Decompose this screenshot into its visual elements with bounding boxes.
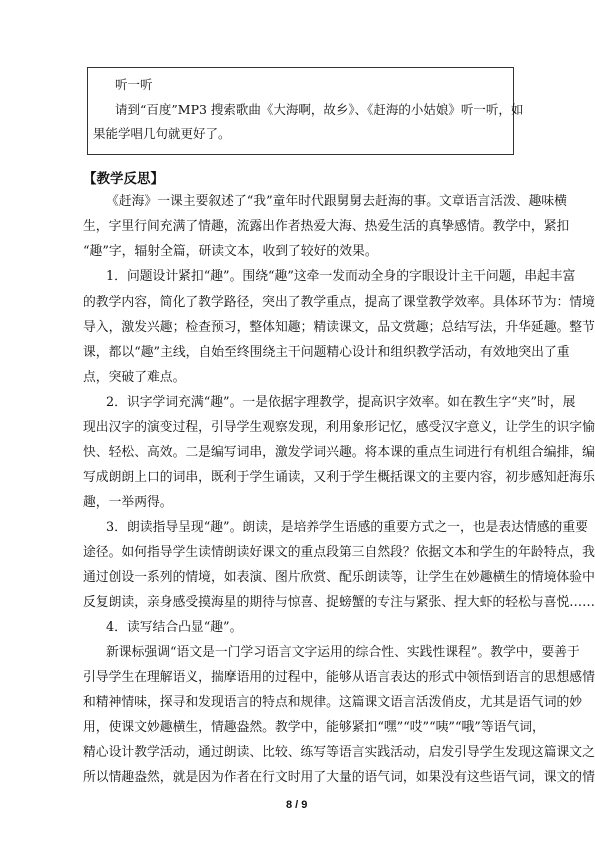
body-line: 的教学内容，简化了教学路径，突出了教学重点，提高了课堂教学效率。具体环节为：情境 — [83, 295, 595, 310]
body-line: 《赶海》一课主要叙述了“我”童年时代跟舅舅去赶海的事。文章语言活泼、趣味横 — [106, 194, 567, 209]
body-line: 用，使课文妙趣横生，情趣盎然。教学中，能够紧扣“嘿”“哎”“咦”“哦”等语气词， — [83, 720, 545, 735]
body-line: 通过创设一系列的情境，如表演、图片欣赏、配乐朗读等，让学生在妙趣横生的情境体验中 — [83, 570, 595, 585]
page-number: 8 / 9 — [286, 799, 308, 811]
body-line: 2．识字学词充满“趣”。一是依据字理教学，提高识字效率。如在教生字“夹”时，展 — [106, 395, 576, 410]
body-line: 引导学生在理解语义，揣摩语用的过程中，能够从语言表达的形式中领悟到语言的思想感情 — [83, 670, 595, 685]
activity-text-line-1: 请到“百度”MP3 搜索歌曲《大海啊，故乡》、《赶海的小姑娘》听一听，如 — [115, 102, 524, 117]
body-line: “趣”字，辐射全篇，研读文本，收到了较好的效果。 — [83, 244, 378, 259]
activity-title: 听一听 — [115, 77, 153, 92]
body-line: 3．朗读指导呈现“趣”。朗读，是培养学生语感的重要方式之一，也是表达情感的重要 — [106, 520, 588, 535]
body-line: 1．问题设计紧扣“趣”。围绕“趣”这牵一发而动全身的字眼设计主干问题，串起丰富 — [106, 269, 576, 284]
body-line: 快、轻松、高效。二是编写词串，激发学词兴趣。将本课的重点生词进行有机组合编排，编 — [83, 445, 595, 460]
body-line: 精心设计教学活动，通过朗读、比较、练写等语言实践活动，启发引导学生发现这篇课文之 — [83, 745, 595, 760]
body-line: 所以情趣盎然，就是因为作者在行文时用了大量的语气词，如果没有这些语气词，课文的情 — [83, 770, 595, 785]
body-line: 趣，一举两得。 — [83, 495, 173, 510]
body-line: 生，字里行间充满了情趣，流露出作者热爱大海、热爱生活的真挚感情。教学中，紧扣 — [83, 219, 570, 234]
body-line: 课，都以“趣”主线，自始至终围绕主干问题精心设计和组织教学活动，有效地突出了重 — [83, 345, 570, 360]
body-line: 4．读写结合凸显“趣”。 — [106, 620, 243, 635]
body-line: 现出汉字的演变过程，引导学生观察发现，利用象形记忆，感受汉字意义，让学生的识字愉 — [83, 420, 595, 435]
body-line: 途径。如何指导学生读情朗读好课文的重点段第三自然段？依据文本和学生的年龄特点，我 — [83, 545, 595, 560]
body-line: 和精神情味，探寻和发现语言的特点和规律。这篇课文语言活泼俏皮，尤其是语气词的妙 — [83, 695, 583, 710]
activity-text-line-2: 果能学唱几句就更好了。 — [93, 126, 231, 141]
listening-activity-box — [87, 67, 524, 155]
body-line: 反复朗读，亲身感受摸海星的期待与惊喜、捉螃蟹的专注与紧张、捏大虾的轻松与喜悦…… — [83, 595, 595, 610]
body-line: 导入，激发兴趣；检查预习，整体知趣；精读课文，品文赏趣；总结写法，升华延趣。整节 — [83, 320, 595, 335]
body-line: 写成朗朗上口的词串，既利于学生诵读，又利于学生概括课文的主要内容，初步感知赶海乐 — [83, 470, 595, 485]
body-line: 点，突破了难点。 — [83, 370, 186, 385]
body-line: 新课标强调“语文是一门学习语言文字运用的综合性、实践性课程”。教学中，要善于 — [106, 645, 580, 660]
section-heading-teaching-reflection: 【教学反思】 — [83, 171, 164, 187]
